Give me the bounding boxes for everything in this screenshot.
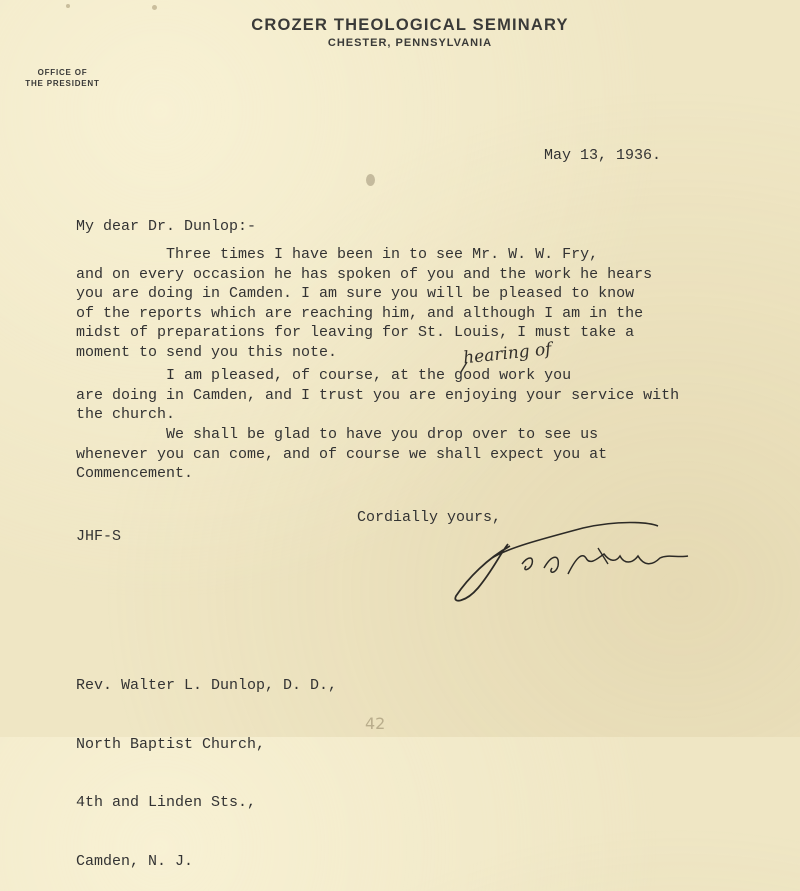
- recipient-line: Rev. Walter L. Dunlop, D. D.,: [76, 677, 338, 694]
- typist-initials: JHF-S: [76, 528, 122, 545]
- office-of-label: OFFICE OF: [37, 68, 88, 77]
- body-paragraph-1: Three times I have been in to see Mr. W. W. Fry, and on every occasion he has spoken of you and the work he hears you are doing in Camden. I am sure you will be pleased to know of the reports which are reaching him, and although I am in the midst of preparations for leaving for St. Louis, I must take a moment to send you this note.: [76, 246, 653, 361]
- ink-spot: [152, 5, 157, 10]
- body-paragraph-2: I am pleased, of course, at the good work you are doing in Camden, and I trust you are enjoying your service with the church.: [76, 367, 680, 423]
- recipient-address: [76, 637, 337, 891]
- letter-date: May 13, 1936.: [544, 147, 662, 164]
- paper-stain: [366, 174, 375, 186]
- handwritten-insert: [455, 332, 605, 372]
- letterhead-institution: CROZER THEOLOGICAL SEMINARY: [251, 16, 569, 34]
- handwritten-insert-text: hearing of: [462, 339, 553, 369]
- recipient-line: 4th and Linden Sts.,: [76, 794, 257, 811]
- closing: Cordially yours,: [357, 509, 502, 526]
- body-paragraph-3: We shall be glad to have you drop over to see us whenever you can come, and of course we shall expect you at Commencement.: [76, 426, 608, 482]
- signature: [448, 518, 728, 608]
- recipient-line: North Baptist Church,: [76, 735, 266, 753]
- recipient-line: Camden, N. J.: [76, 852, 194, 870]
- ink-spot: [66, 4, 70, 8]
- letterhead-location: CHESTER, PENNSYLVANIA: [327, 37, 493, 49]
- page-number-mark: 42: [365, 714, 386, 733]
- the-president-label: THE PRESIDENT: [25, 79, 100, 88]
- salutation: My dear Dr. Dunlop:-: [76, 218, 257, 235]
